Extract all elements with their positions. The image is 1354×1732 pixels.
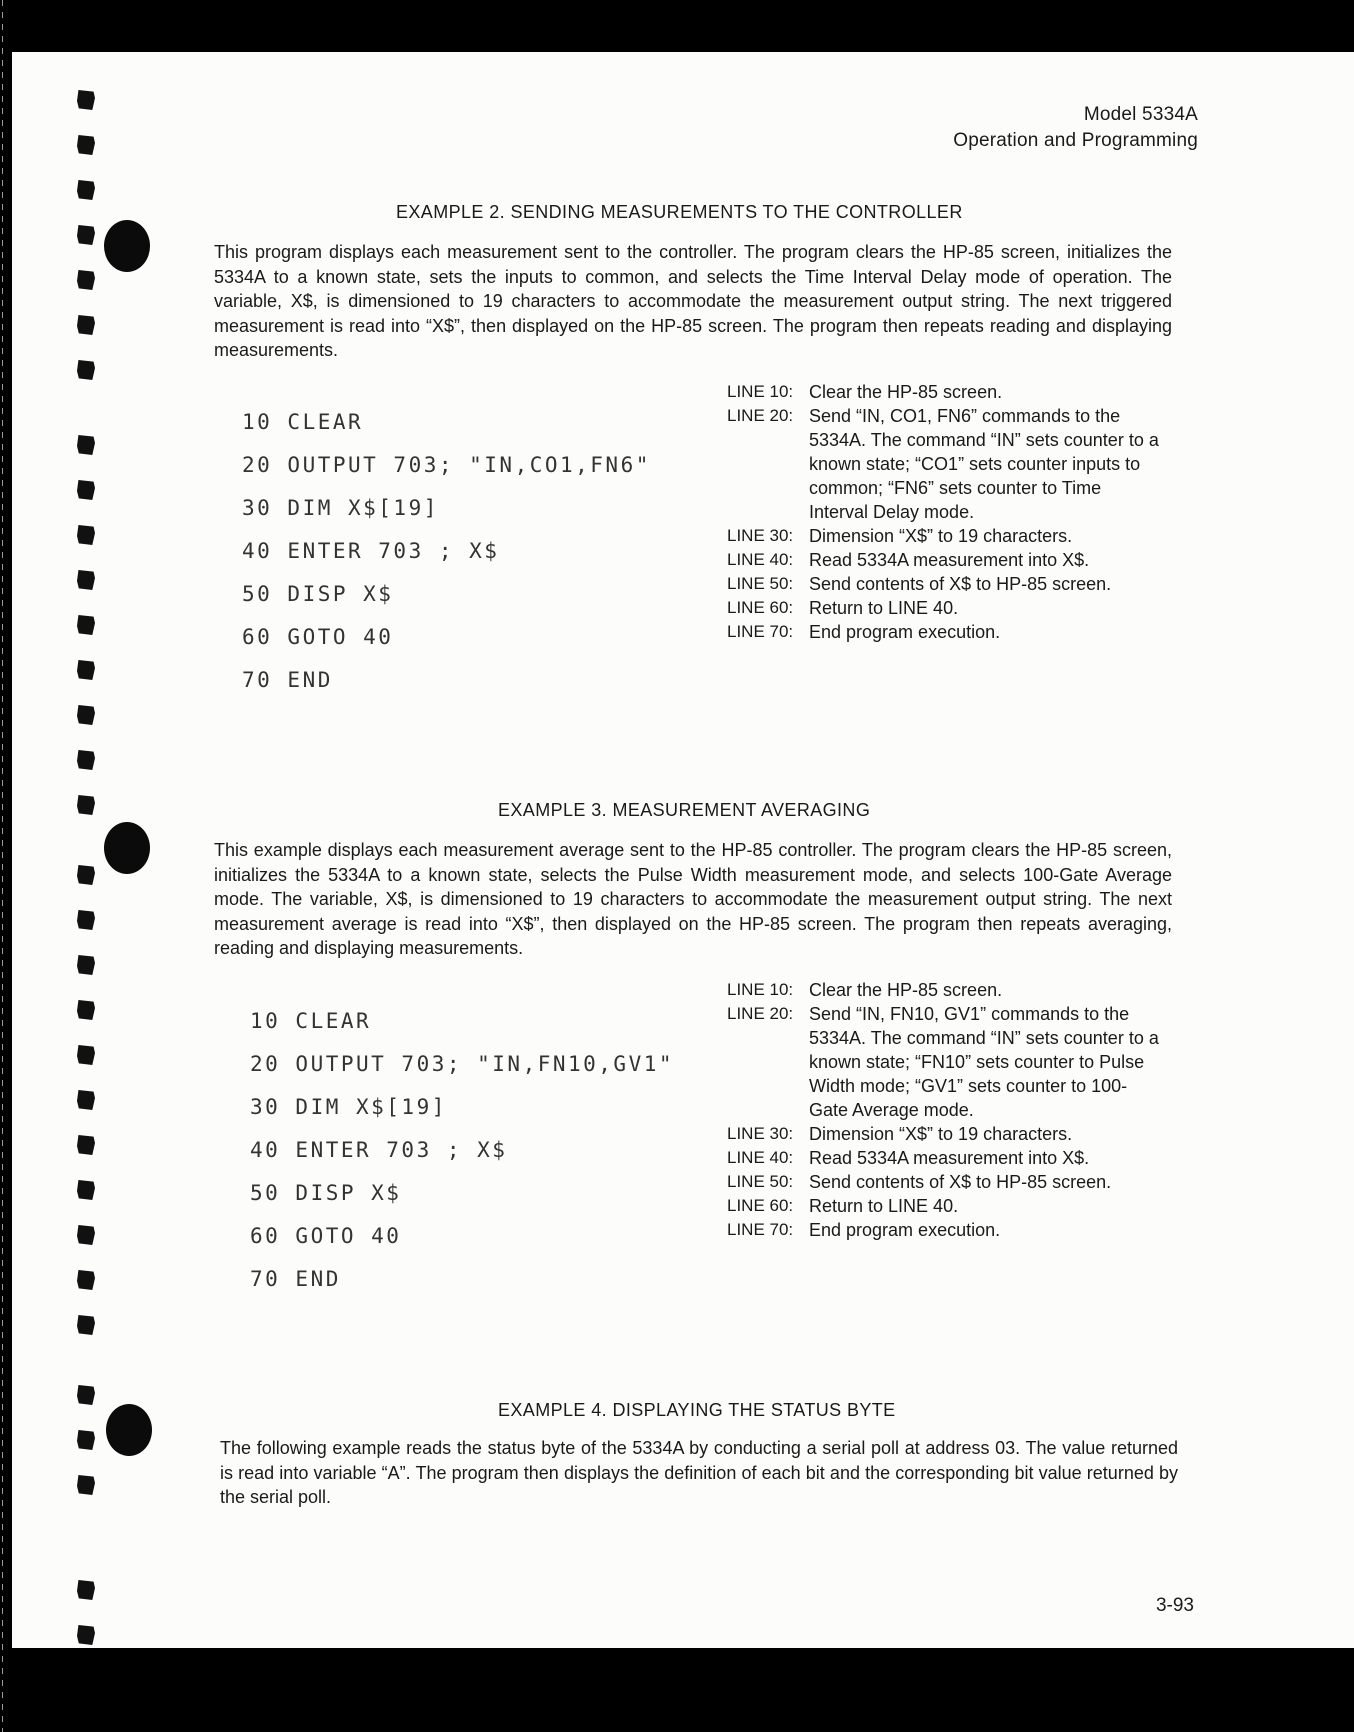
binding-mark	[77, 865, 95, 885]
binding-mark	[77, 90, 95, 110]
line-note-text: Clear the HP-85 screen.	[809, 382, 1003, 402]
line-note-label: LINE 50:	[727, 1172, 794, 1191]
line-note-label: LINE 50:	[727, 574, 794, 593]
line-note-label: LINE 20:	[727, 1004, 794, 1023]
line-note	[727, 1122, 1165, 1146]
binding-mark	[77, 270, 95, 290]
binding-mark	[77, 315, 95, 335]
example4-title: EXAMPLE 4. DISPLAYING THE STATUS BYTE	[498, 1400, 896, 1420]
code-line: 10 CLEAR	[242, 410, 364, 434]
binding-mark	[77, 1430, 95, 1450]
binding-mark	[77, 435, 95, 455]
page-number: 3-93	[1155, 1595, 1194, 1616]
binding-mark	[77, 525, 95, 545]
binding-mark	[77, 910, 95, 930]
line-note-label: LINE 40:	[727, 550, 794, 569]
line-note-label: LINE 30:	[727, 526, 794, 545]
code-line: 20 OUTPUT 703; "IN,CO1,FN6"	[242, 453, 651, 477]
page-header	[953, 102, 1198, 154]
code-line: 40 ENTER 703 ; X$	[242, 539, 500, 563]
line-note	[727, 620, 1165, 644]
binding-mark	[77, 135, 95, 155]
binding-mark	[77, 1090, 95, 1110]
line-note	[727, 380, 1165, 404]
binding-mark	[77, 615, 95, 635]
binding-mark	[77, 1135, 95, 1155]
line-note	[727, 978, 1165, 1002]
example3-line-notes	[727, 978, 1165, 1242]
line-note-text: Dimension “X$” to 19 characters.	[809, 526, 1073, 546]
binding-mark	[77, 1180, 95, 1200]
line-note-text: Read 5334A measurement into X$.	[809, 550, 1090, 570]
code-line: 60 GOTO 40	[242, 625, 394, 649]
line-note	[727, 1170, 1165, 1194]
line-note-label: LINE 70:	[727, 1220, 794, 1239]
binding-mark	[77, 1625, 95, 1645]
code-line: 30 DIM X$[19]	[242, 496, 439, 520]
binding-mark	[77, 570, 95, 590]
punch-hole	[104, 220, 150, 272]
line-note	[727, 1218, 1165, 1242]
line-note	[727, 572, 1165, 596]
binding-mark	[77, 705, 95, 725]
code-line: 40 ENTER 703 ; X$	[250, 1138, 508, 1162]
line-note	[727, 596, 1165, 620]
binding-mark	[77, 1000, 95, 1020]
line-note-label: LINE 70:	[727, 622, 794, 641]
line-note	[727, 1194, 1165, 1218]
binding-mark	[77, 1385, 95, 1405]
scan-edge-line	[2, 0, 3, 1732]
binding-mark	[77, 480, 95, 500]
binding-mark	[77, 1045, 95, 1065]
line-note	[727, 1146, 1165, 1170]
punch-hole	[106, 1404, 152, 1456]
binding-mark	[77, 1475, 95, 1495]
example3-intro: This example displays each measurement average sent to the HP-85 controller. The program clears the HP-85 screen, initializes the 5334A to a known state, selects the Pulse Width measurement mode, and selects 100-Gate Average mode. The variable, X$, is dimensioned to 19 characters to accommodate the measurement output string. The next measurement average is read into “X$”, then displayed on the HP-85 screen. The program then repeats averaging, reading and displaying measurements.	[214, 840, 1172, 958]
binding-mark	[77, 1225, 95, 1245]
line-note-text: Return to LINE 40.	[809, 1196, 959, 1216]
binding-mark	[77, 660, 95, 680]
binding-mark	[77, 225, 95, 245]
line-note-label: LINE 20:	[727, 406, 794, 425]
code-line: 60 GOTO 40	[250, 1224, 402, 1248]
punch-hole	[104, 822, 150, 874]
binding-mark	[77, 180, 95, 200]
binding-mark	[77, 795, 95, 815]
line-note-text: Send contents of X$ to HP-85 screen.	[809, 574, 1112, 594]
line-note-text: End program execution.	[809, 1220, 1001, 1240]
line-note	[727, 524, 1165, 548]
code-line: 10 CLEAR	[250, 1009, 372, 1033]
line-note	[727, 404, 1165, 524]
line-note-text: Send contents of X$ to HP-85 screen.	[809, 1172, 1112, 1192]
line-note-label: LINE 60:	[727, 598, 794, 617]
code-line: 50 DISP X$	[250, 1181, 402, 1205]
binding-mark	[77, 360, 95, 380]
section-label: Operation and Programming	[953, 130, 1198, 151]
line-note	[727, 548, 1165, 572]
line-note-label: LINE 10:	[727, 980, 794, 999]
line-note-text: Read 5334A measurement into X$.	[809, 1148, 1090, 1168]
line-note	[727, 1002, 1165, 1122]
line-note-text: Clear the HP-85 screen.	[809, 980, 1003, 1000]
code-line: 30 DIM X$[19]	[250, 1095, 447, 1119]
code-line: 20 OUTPUT 703; "IN,FN10,GV1"	[250, 1052, 675, 1076]
line-note-label: LINE 30:	[727, 1124, 794, 1143]
code-line: 70 END	[242, 668, 333, 692]
line-note-label: LINE 10:	[727, 382, 794, 401]
binding-mark	[77, 750, 95, 770]
model-label: Model 5334A	[1083, 104, 1198, 125]
line-note-text: End program execution.	[809, 622, 1001, 642]
example2-title: EXAMPLE 2. SENDING MEASUREMENTS TO THE CONTROLLER	[396, 202, 963, 222]
line-note-text: Return to LINE 40.	[809, 598, 959, 618]
example4-intro: The following example reads the status byte of the 5334A by conducting a serial poll at address 03. The value returned is read into variable “A”. The program then displays the definition of each bit and the corresponding bit value returned by the serial poll.	[220, 1438, 1178, 1507]
example3-title: EXAMPLE 3. MEASUREMENT AVERAGING	[498, 800, 871, 820]
example3-code	[250, 1000, 674, 1301]
line-note-text: Dimension “X$” to 19 characters.	[809, 1124, 1073, 1144]
example2-code	[242, 401, 651, 702]
binding-mark	[77, 955, 95, 975]
code-line: 70 END	[250, 1267, 341, 1291]
line-note-text: Send “IN, FN10, GV1” commands to the 5334A. The command “IN” sets counter to a known state; “FN10” sets counter to Pulse Width mode; “GV1” sets counter to 100-Gate Average mode.	[809, 1004, 1159, 1120]
line-note-text: Send “IN, CO1, FN6” commands to the 5334A. The command “IN” sets counter to a known state; “CO1” sets counter inputs to common; “FN6” sets counter to Time Interval Delay mode.	[809, 406, 1159, 522]
binding-mark	[77, 1315, 95, 1335]
document-page	[12, 52, 1354, 1648]
binding-mark	[77, 1580, 95, 1600]
line-note-label: LINE 60:	[727, 1196, 794, 1215]
code-line: 50 DISP X$	[242, 582, 394, 606]
example2-line-notes	[727, 380, 1165, 644]
example2-intro: This program displays each measurement sent to the controller. The program clears the HP-85 screen, initializes the 5334A to a known state, sets the inputs to common, and selects the Time Interval Delay mode of operation. The variable, X$, is dimensioned to 19 characters to accommodate the measurement output string. The next triggered measurement is read into “X$”, then displayed on the HP-85 screen. The program then repeats reading and displaying measurements.	[214, 242, 1172, 360]
line-note-label: LINE 40:	[727, 1148, 794, 1167]
binding-mark	[77, 1270, 95, 1290]
